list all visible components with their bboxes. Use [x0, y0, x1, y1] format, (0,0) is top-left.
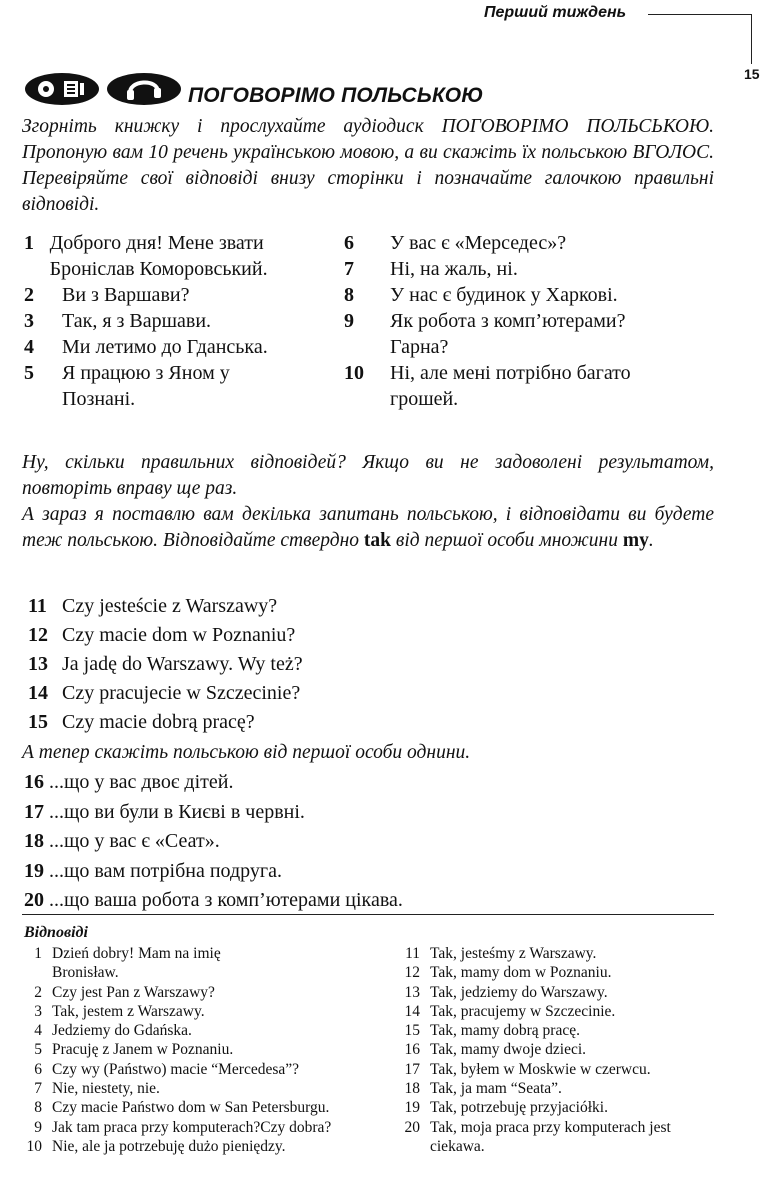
answer-text: Czy jest Pan z Warszawy? [52, 983, 215, 1001]
answer-item [22, 944, 382, 983]
answer-number: 19 [404, 1099, 420, 1117]
item-text: Ми летимо до Гданська. [62, 336, 268, 358]
list-item [28, 708, 303, 737]
list-item [24, 230, 344, 282]
item-text: ...що вам потрібна подруга. [44, 859, 282, 882]
answer-item [22, 983, 382, 1002]
item-number: 13 [28, 653, 48, 675]
answer-text: Tak, moja praca przy komputerach jest ciekawa. [430, 1118, 671, 1155]
item-text: Ні, на жаль, ні. [390, 258, 518, 280]
answers-heading: Відповіді [24, 924, 88, 941]
list-item [344, 282, 724, 308]
answer-item [390, 1079, 710, 1098]
answer-item [390, 1002, 710, 1021]
sentences-left-column [24, 230, 344, 412]
list-item [344, 256, 724, 282]
item-number: 2 [24, 284, 34, 306]
answers-right-column [390, 944, 710, 1156]
list-item [24, 360, 344, 412]
answer-text: Nie, ale ja potrzebuję dużo pieniędzy. [52, 1137, 286, 1155]
answer-item [390, 1118, 710, 1157]
item-number: 12 [28, 624, 48, 646]
item-number: 9 [344, 310, 354, 332]
answer-item [22, 1021, 382, 1040]
text-span: . [648, 530, 654, 551]
answer-text: Tak, pracujemy w Szczecinie. [430, 1002, 616, 1020]
answer-text: Tak, ja mam “Seata”. [430, 1080, 562, 1098]
answer-text: Czy wy (Państwo) macie “Mercedesa”? [52, 1060, 300, 1078]
item-number: 7 [344, 258, 354, 280]
list-item [24, 308, 344, 334]
item-number: 15 [28, 711, 48, 733]
answer-number: 13 [404, 983, 420, 1001]
questions-list [28, 592, 303, 737]
item-text: ...що ваша робота з комп’ютерами цікава. [44, 889, 403, 911]
answer-item [22, 1118, 382, 1137]
item-number: 3 [24, 310, 34, 332]
item-text: Я працюю з Яном у Познані. [62, 362, 230, 410]
item-text: Так, я з Варшави. [62, 310, 212, 332]
item-text: Czy macie dobrą pracę? [62, 711, 255, 733]
answer-text: Tak, jedziemy do Warszawy. [430, 983, 608, 1001]
item-number: 18 [24, 830, 44, 852]
answer-number: 16 [404, 1041, 420, 1059]
section-icons [24, 72, 184, 106]
item-text: Ні, але мені потрібно багато грошей. [390, 362, 631, 410]
answer-text: Tak, mamy dwoje dzieci. [430, 1041, 587, 1059]
item-number: 5 [24, 362, 34, 384]
cd-icon [25, 73, 99, 105]
answer-number: 7 [34, 1080, 42, 1098]
answer-item [390, 983, 710, 1002]
answer-text: Tak, jesteśmy z Warszawy. [430, 945, 597, 962]
header-rule [648, 14, 752, 15]
answer-number: 10 [26, 1137, 42, 1155]
list-item [24, 886, 403, 916]
answer-item [390, 1021, 710, 1040]
header-rule-vertical [751, 14, 752, 64]
list-item [24, 857, 403, 887]
item-text: ...що ви були в Києві в червні. [44, 800, 305, 823]
answer-text: Jedziemy do Gdańska. [52, 1022, 192, 1040]
item-text: ...що у вас є «Сеат». [44, 830, 220, 852]
answers-divider [22, 914, 714, 915]
answer-number: 20 [404, 1118, 420, 1136]
answer-number: 1 [34, 945, 42, 962]
item-number: 19 [24, 859, 44, 882]
answer-number: 8 [34, 1099, 42, 1117]
answer-item [22, 1040, 382, 1059]
answer-text: Jak tam praca przy komputerach?Czy dobra? [52, 1118, 332, 1136]
item-number: 16 [24, 771, 44, 793]
answers-left-column [22, 944, 382, 1156]
list-item [24, 827, 403, 857]
item-number: 17 [24, 800, 44, 823]
answer-item [390, 1098, 710, 1117]
item-number: 8 [344, 284, 354, 306]
item-text: ...що у вас двоє дітей. [44, 771, 234, 793]
answer-number: 4 [34, 1022, 42, 1040]
chapter-header: Перший тиждень [484, 4, 627, 21]
answer-text: Tak, jestem z Warszawy. [52, 1002, 205, 1020]
item-number: 1 [24, 232, 34, 254]
item-text: Ja jadę do Warszawy. Wy też? [62, 653, 303, 675]
answer-number: 11 [405, 945, 420, 962]
answer-text: Dzień dobry! Mam na imię Bronisław. [52, 945, 221, 982]
item-number: 4 [24, 336, 34, 358]
item-text: Czy pracujecie w Szczecinie? [62, 682, 301, 704]
list-item [28, 650, 303, 679]
item-number: 20 [24, 889, 44, 911]
list-item [344, 230, 724, 256]
answer-number: 14 [404, 1002, 420, 1020]
answer-number: 17 [404, 1060, 420, 1078]
bold-word: my [622, 530, 649, 551]
item-text: Доброго дня! Мене звати Броніслав Коморовський. [49, 232, 268, 280]
answer-text: Tak, potrzebuję przyjaciółki. [430, 1099, 608, 1117]
item-number: 14 [28, 682, 48, 704]
text-span: від першої особи множини [395, 530, 618, 551]
bold-word: tak [363, 530, 391, 551]
answer-text: Tak, mamy dobrą pracę. [430, 1022, 580, 1040]
answer-number: 12 [404, 964, 420, 982]
answer-number: 6 [34, 1060, 42, 1078]
answer-item [390, 944, 710, 963]
list-item [24, 282, 344, 308]
list-item [28, 592, 303, 621]
results-paragraph: Ну, скільки правильних відповідей? Якщо ви не задоволені результатом, повторіть вправу ще раз. [22, 452, 714, 499]
answer-number: 5 [34, 1041, 42, 1059]
answer-item [22, 1060, 382, 1079]
answer-number: 3 [34, 1002, 42, 1020]
item-text: У нас є будинок у Харкові. [390, 284, 618, 306]
answer-item [22, 1098, 382, 1117]
answer-text: Tak, byłem w Moskwie w czerwcu. [430, 1060, 651, 1078]
singular-instruction: А тепер скажіть польською від першої особи однини. [22, 742, 471, 763]
answer-number: 18 [404, 1080, 420, 1098]
item-number: 10 [344, 362, 364, 384]
headphones-icon [107, 73, 181, 105]
item-text: Czy macie dom w Poznaniu? [62, 624, 296, 646]
answer-item [390, 963, 710, 982]
section-title: ПОГОВОРІМО ПОЛЬСЬКОЮ [188, 84, 484, 107]
answer-item [22, 1079, 382, 1098]
list-item [28, 679, 303, 708]
answer-text: Tak, mamy dom w Poznaniu. [430, 964, 612, 982]
sentences-right-column [344, 230, 724, 412]
list-item [24, 334, 344, 360]
answer-item [22, 1002, 382, 1021]
text-span: А зараз я поставлю вам декілька запитань польською, і відповідати ви будете теж польською. Відповідайте ствердно [22, 504, 714, 551]
answer-number: 9 [34, 1118, 42, 1136]
list-item [24, 798, 403, 828]
item-text: Czy jesteście z Warszawy? [62, 595, 278, 617]
list-item [28, 621, 303, 650]
answer-number: 15 [404, 1022, 420, 1040]
list-item [344, 308, 724, 360]
cd-headphones-icons [24, 72, 184, 106]
answer-item [390, 1060, 710, 1079]
answer-item [390, 1040, 710, 1059]
answer-text: Czy macie Państwo dom w San Petersburgu. [52, 1099, 330, 1117]
list-item [24, 768, 403, 798]
answer-number: 2 [34, 983, 42, 1001]
list-item [344, 360, 724, 412]
answer-text: Pracuję z Janem w Poznaniu. [52, 1041, 234, 1059]
item-text: Ви з Варшави? [62, 284, 190, 306]
next-task-paragraph [22, 502, 714, 554]
item-text: Як робота з комп’ютерами? Гарна? [390, 310, 626, 358]
answer-item [22, 1137, 382, 1156]
item-number: 6 [344, 232, 354, 254]
page-number: 15 [744, 66, 760, 82]
answer-text: Nie, niestety, nie. [52, 1080, 160, 1098]
instructions: Згорніть книжку і прослухайте аудіодиск ПОГОВОРІМО ПОЛЬСЬКОЮ. Пропоную вам 10 речень українською мовою, а ви скажіть їх польською ВГОЛОС. Перевіряйте свої відповіді внизу сторінки і позначайте галочкою правильні відповіді. [22, 116, 714, 215]
item-number: 11 [28, 595, 47, 617]
item-text: У вас є «Мерседес»? [390, 232, 567, 254]
statements-list [24, 768, 403, 916]
